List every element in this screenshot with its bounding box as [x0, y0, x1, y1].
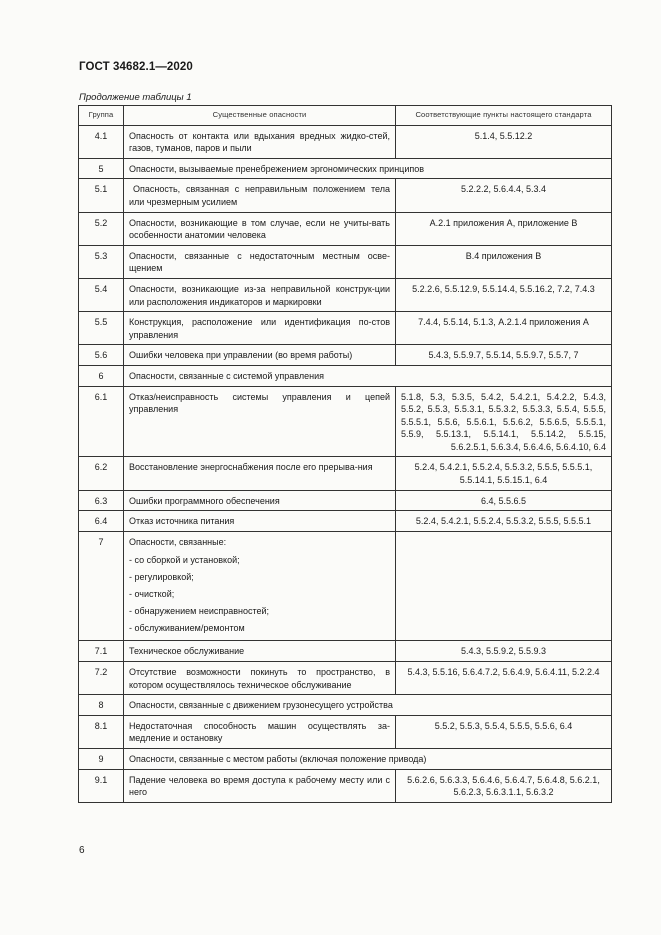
row-hazard: Опасности, вызываемые пренебрежением эргономических принципов	[124, 158, 612, 179]
row-refs	[396, 531, 612, 641]
row-group: 8	[79, 695, 124, 716]
header-refs: Соответствующие пункты настоящего стандарта	[396, 106, 612, 126]
row-group: 6.2	[79, 457, 124, 490]
row-group: 5.2	[79, 212, 124, 245]
row-refs: 5.2.2.2, 5.6.4.4, 5.3.4	[396, 179, 612, 212]
row-hazard: Недостаточная способность машин осуществлять за-медление и остановку	[124, 715, 396, 748]
row-hazard: Опасности, возникающие в том случае, если не учиты-вать особенности анатомии человека	[124, 212, 396, 245]
row-refs: 5.5.2, 5.5.3, 5.5.4, 5.5.5, 5.5.6, 6.4	[396, 715, 612, 748]
list-item: - очисткой;	[129, 589, 175, 600]
row-hazard: Отказ/неисправность системы управления и цепей управления	[124, 386, 396, 457]
table-header-row	[79, 106, 612, 126]
table-row	[79, 212, 612, 245]
table-row	[79, 769, 612, 802]
row-hazard: Опасности, связанные с системой управления	[124, 365, 612, 386]
row-group: 6	[79, 365, 124, 386]
row-group: 4.1	[79, 125, 124, 158]
list-item: - со сборкой и установкой;	[129, 555, 240, 566]
row-hazard: Ошибки человека при управлении (во время работы)	[124, 345, 396, 366]
row-refs: А.2.1 приложения А, приложение В	[396, 212, 612, 245]
row-group: 6.3	[79, 490, 124, 511]
header-group: Группа	[79, 106, 124, 126]
row-refs: 5.2.4, 5.4.2.1, 5.5.2.4, 5.5.3.2, 5.5.5, 5.5.5.1, 5.5.14.1, 5.5.15.1, 6.4	[396, 457, 612, 490]
row-group: 5	[79, 158, 124, 179]
row-hazard: Восстановление энергоснабжения после его прерыва-ния	[124, 457, 396, 490]
table-row	[79, 490, 612, 511]
table-row	[79, 457, 612, 490]
list-item: - обнаружением неисправностей;	[129, 606, 270, 617]
row-hazard: Отсутствие возможности покинуть то пространство, в котором осуществлялось техническое обслуживание	[124, 662, 396, 695]
row-hazard: Падение человека во время доступа к рабочему месту или с него	[124, 769, 396, 802]
row-hazard: Опасности, связанные с недостаточным местным осве-щением	[124, 245, 396, 278]
table-row	[79, 715, 612, 748]
row-refs: 5.1.4, 5.5.12.2	[396, 125, 612, 158]
row-group: 8.1	[79, 715, 124, 748]
table-caption: Продолжение таблицы 1	[79, 92, 192, 103]
table-row	[79, 641, 612, 662]
table-row	[79, 125, 612, 158]
table-row	[79, 158, 612, 179]
table-row	[79, 749, 612, 770]
row-group: 5.5	[79, 312, 124, 345]
row-hazard: Опасности, связанные с местом работы (включая положение привода)	[124, 749, 612, 770]
row-refs: 5.2.2.6, 5.5.12.9, 5.5.14.4, 5.5.16.2, 7.2, 7.4.3	[396, 278, 612, 311]
row-hazard: Опасности, возникающие из-за неправильной конструк-ции или расположения индикаторов и маркировки	[124, 278, 396, 311]
row-refs: 5.2.4, 5.4.2.1, 5.5.2.4, 5.5.3.2, 5.5.5, 5.5.5.1	[396, 511, 612, 532]
table-row	[79, 386, 612, 457]
row-refs: 5.4.3, 5.5.9.2, 5.5.9.3	[396, 641, 612, 662]
row-hazard: Опасность от контакта или вдыхания вредных жидко-стей, газов, туманов, паров и пыли	[124, 125, 396, 158]
header-hazard: Существенные опасности	[124, 106, 396, 126]
table-row	[79, 531, 612, 641]
page-number: 6	[79, 845, 85, 856]
row-group: 5.1	[79, 179, 124, 212]
table-row	[79, 245, 612, 278]
row-refs: 5.6.2.6, 5.6.3.3, 5.6.4.6, 5.6.4.7, 5.6.4.8, 5.6.2.1, 5.6.2.3, 5.6.3.1.1, 5.6.3.2	[396, 769, 612, 802]
row-group: 5.3	[79, 245, 124, 278]
row-group: 5.4	[79, 278, 124, 311]
row-group: 5.6	[79, 345, 124, 366]
row-refs: 5.1.8, 5.3, 5.3.5, 5.4.2, 5.4.2.1, 5.4.2.2, 5.4.3, 5.5.2, 5.5.3, 5.5.3.1, 5.5.3.2, 5.5.3.3, 5.5.4, 5.5.5, 5.5.5.1, 5.5.6, 5.5.6.1, 5.5.6.2, 5.5.6.5, 5.5.5.1, 5.5.9, 5.5.13.1, 5.5.14.1, 5.5.14.2, 5.5.15, 5.6.2.5.1, 5.6.3.4, 5.6.4.6, 5.6.4.10, 6.4	[396, 386, 612, 457]
row-group: 9	[79, 749, 124, 770]
table-row	[79, 179, 612, 212]
row-group: 7.1	[79, 641, 124, 662]
document-title: ГОСТ 34682.1—2020	[79, 61, 193, 73]
row-group: 9.1	[79, 769, 124, 802]
row-hazard: Техническое обслуживание	[124, 641, 396, 662]
hazards-table	[78, 105, 612, 803]
hazard-sublist	[129, 552, 390, 637]
table-row	[79, 278, 612, 311]
row-refs: 5.4.3, 5.5.16, 5.6.4.7.2, 5.6.4.9, 5.6.4.11, 5.2.2.4	[396, 662, 612, 695]
row-hazard: Опасности, связанные с движением грузонесущего устройства	[124, 695, 612, 716]
row-hazard: Опасность, связанная с неправильным положением тела или чрезмерным усилием	[124, 179, 396, 212]
table-row	[79, 695, 612, 716]
table-row	[79, 662, 612, 695]
table-row	[79, 312, 612, 345]
list-item: - регулировкой;	[129, 572, 194, 583]
row-hazard-intro: Опасности, связанные:	[129, 536, 227, 547]
row-group: 6.4	[79, 511, 124, 532]
row-refs: 6.4, 5.5.6.5	[396, 490, 612, 511]
table-row	[79, 511, 612, 532]
row-refs: В.4 приложения В	[396, 245, 612, 278]
row-group: 6.1	[79, 386, 124, 457]
row-refs: 5.4.3, 5.5.9.7, 5.5.14, 5.5.9.7, 5.5.7, 7	[396, 345, 612, 366]
row-group: 7	[79, 531, 124, 641]
row-hazard	[124, 531, 396, 641]
table-row	[79, 345, 612, 366]
list-item: - обслуживанием/ремонтом	[129, 623, 245, 634]
row-group: 7.2	[79, 662, 124, 695]
row-hazard: Ошибки программного обеспечения	[124, 490, 396, 511]
table-row	[79, 365, 612, 386]
row-hazard: Отказ источника питания	[124, 511, 396, 532]
row-hazard: Конструкция, расположение или идентификация по-стов управления	[124, 312, 396, 345]
row-refs: 7.4.4, 5.5.14, 5.1.3, А.2.1.4 приложения А	[396, 312, 612, 345]
